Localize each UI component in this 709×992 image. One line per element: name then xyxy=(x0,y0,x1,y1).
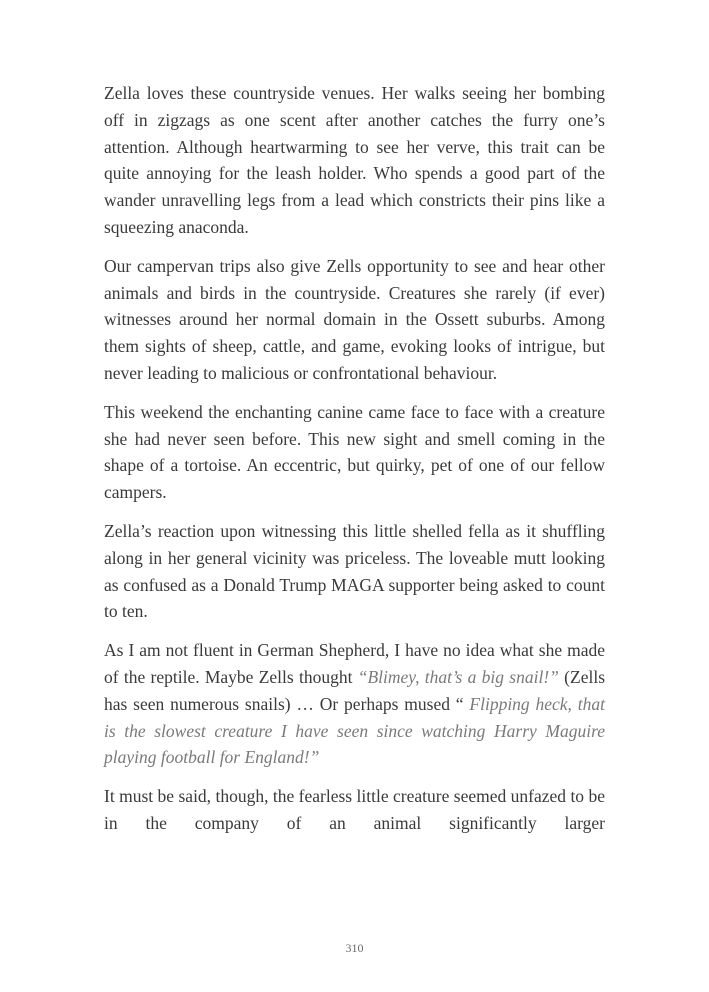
page-number: 310 xyxy=(345,941,364,955)
paragraph-tortoise-meeting: This weekend the enchanting canine came face to face with a creature she had never seen before. This new sight and smell coming in the shape of a tortoise. An eccentric, but quirky, pet of one of our fellow campers. xyxy=(104,401,605,503)
italic-quote: Flipping heck, that is the slowest creature I have seen since watching Harry Maguire playing football for England!” xyxy=(104,693,605,768)
italic-quote: “Blimey, that’s a big snail!” xyxy=(357,666,559,687)
paragraph-text-part: As I am not fluent in German Shepherd, I have no idea what she made of the reptile. Maybe Zells thought xyxy=(104,640,605,687)
paragraph-zella-reaction: Zella’s reaction upon witnessing this little shelled fella as it shuffling along in her general vicinity was priceless. The loveable mutt looking as confused as a Donald Trump MAGA supporter being asked to count to ten. xyxy=(104,520,605,622)
paragraph-fearless-creature: It must be said, though, the fearless little creature seemed unfazed to be in the company of an animal significantly larger xyxy=(104,786,605,833)
paragraph-campervan-trips: Our campervan trips also give Zells opportunity to see and hear other animals and birds in the countryside. Creatures she rarely (if ever) witnesses around her normal domain in the Ossett suburbs. Among them sights of sheep, cattle, and game, evoking looks of intrigue, but never leading to malicious or confrontational behaviour. xyxy=(104,255,605,383)
paragraph-german-shepherd xyxy=(104,637,605,771)
body-text xyxy=(104,80,605,849)
paragraph-zella-walks: Zella loves these countryside venues. Her walks seeing her bombing off in zigzags as one scent after another catches the furry one’s attention. Although heartwarming to see her verve, this trait can be quite annoying for the leash holder. Who spends a good part of the wander unravelling legs from a lead which constricts their pins like a squeezing anaconda. xyxy=(104,83,605,237)
paragraph-text-part: (Zells has seen numerous snails) … Or perhaps mused “ xyxy=(104,666,606,714)
